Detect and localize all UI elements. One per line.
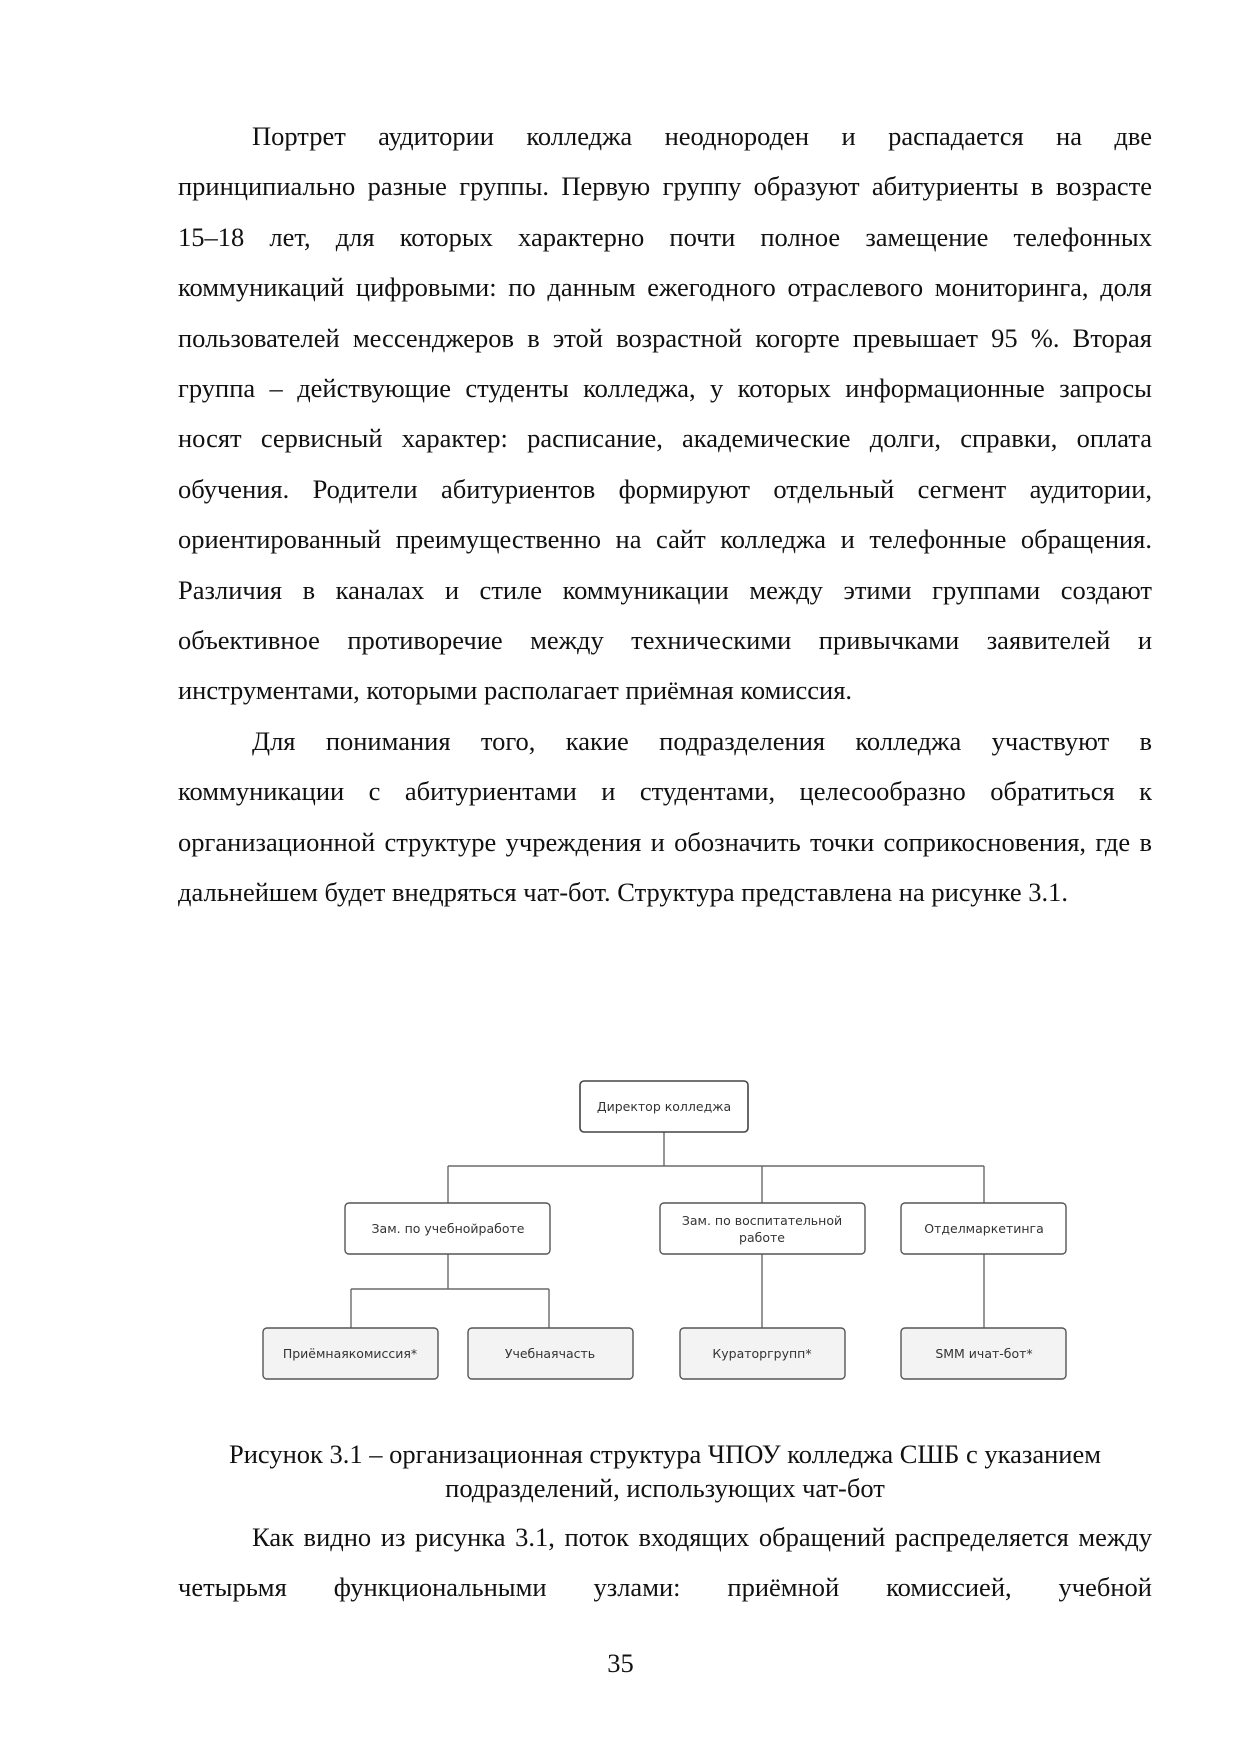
node-deputy-education <box>660 1203 865 1254</box>
figure-caption-line2: подразделений, использующих чат-бот <box>445 1473 885 1503</box>
paragraph-flow: Как видно из рисунка 3.1, поток входящих обращений распределяется между четырьмя функциональными узлами: приёмной комиссией, учебной <box>178 1522 1152 1603</box>
page-number: 35 <box>607 1648 634 1678</box>
org-structure-diagram <box>178 1060 1152 1400</box>
node-deputy-study <box>345 1203 550 1254</box>
node-curators <box>680 1328 845 1379</box>
node-admission-label: Приёмнаякомиссия* <box>282 1346 418 1361</box>
body-text-top <box>178 111 1152 918</box>
node-academic-label: Учебнаячасть <box>504 1346 596 1361</box>
node-deputy-education-label-line1: Зам. по воспитательной <box>681 1213 843 1228</box>
figure-caption <box>178 1437 1152 1505</box>
node-marketing-label: Отделмаркетинга <box>924 1221 1044 1236</box>
body-text-bottom <box>178 1512 1152 1613</box>
node-marketing <box>901 1203 1066 1254</box>
paragraph-structure-intro: Для понимания того, какие подразделения колледжа участвуют в коммуникации с абитуриентами и студентами, целесообразно обратиться к организационной структуре учреждения и обозначить точки соприкосновения, где в дальнейшем будет внедряться чат-бот. Структура представлена на рисунке 3.1. <box>178 725 1152 908</box>
node-admission <box>263 1328 438 1379</box>
figure-caption-line1: Рисунок 3.1 – организационная структура ЧПОУ колледжа СШБ с указанием <box>229 1439 1101 1469</box>
node-smm <box>901 1328 1066 1379</box>
node-director <box>580 1081 748 1132</box>
node-curators-label: Кураторгрупп* <box>712 1346 812 1361</box>
node-academic <box>468 1328 633 1379</box>
node-deputy-education-label-line2: работе <box>739 1230 785 1245</box>
paragraph-audience: Портрет аудитории колледжа неоднороден и распадается на две принципиально разные группы. Первую группу образуют абитуриенты в возрасте 15–18 лет, для которых характерно почти полное замещение телефонных коммуникаций цифровыми: по данным ежегодного отраслевого мониторинга, доля пользователей мессенджеров в этой возрастной когорте превышает 95 %. Вторая группа – действующие студенты колледжа, у которых информационные запросы носят сервисный характер: расписание, академические долги, справки, оплата обучения. Родители абитуриентов формируют отдельный сегмент аудитории, ориентированный преимущественно на сайт колледжа и телефонные обращения. Различия в каналах и стиле коммуникации между этими группами создают объективное противоречие между техническими привычками заявителей и инструментами, которыми располагает приёмная комиссия. <box>178 121 1152 706</box>
node-director-label: Директор колледжа <box>596 1099 732 1114</box>
node-smm-label: SMM ичат-бот* <box>935 1346 1033 1361</box>
node-deputy-study-label: Зам. по учебнойработе <box>371 1221 525 1236</box>
